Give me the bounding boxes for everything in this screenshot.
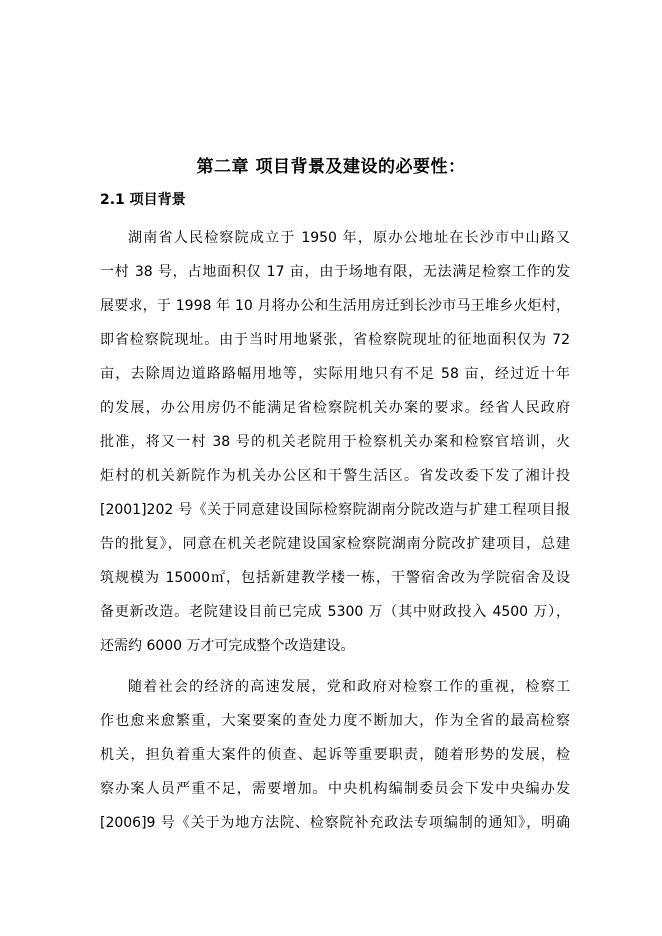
paragraph-line: 察办案人员严重不足，需要增加。中央机构编制委员会下发中央编办发 (100, 781, 570, 797)
paragraph-line: 亩，去除周边道路路幅用地等，实际用地只有不足 58 亩，经过近十年 (100, 366, 570, 382)
paragraph-line: 即省检察院现址。由于当时用地紧张，省检察院现址的征地面积仅为 72 (100, 332, 570, 348)
paragraph-line: 作也愈来愈繁重，大案要案的查处力度不断加大，作为全省的最高检察 (100, 713, 570, 729)
paragraph-line: 批准，将又一村 38 号的机关老院用于检察机关办案和检察官培训，火 (100, 434, 570, 450)
paragraph-line: 的发展，办公用房仍不能满足省检察院机关办案的要求。经省人民政府 (100, 400, 570, 416)
paragraph-line: 还需约 6000 万才可完成整个改造建设。 (100, 638, 355, 654)
paragraph-line: 随着社会的经济的高速发展，党和政府对检察工作的重视，检察工 (128, 679, 570, 695)
paragraph-line: 湖南省人民检察院成立于 1950 年，原办公地址在长沙市中山路又 (128, 230, 570, 246)
paragraph-line: [2001]202 号《关于同意建设国际检察院湖南分院改造与扩建工程项目报 (100, 502, 570, 518)
paragraph-line: 告的批复》，同意在机关老院建设国家检察院湖南分院改扩建项目，总建 (100, 536, 570, 552)
paragraph-line: 机关，担负着重大案件的侦查、起诉等重要职责，随着形势的发展，检 (100, 747, 570, 763)
paragraph-line: 筑规模为 15000㎡，包括新建教学楼一栋，干警宿舍改为学院宿舍及设 (100, 570, 570, 586)
paragraph-line: 展要求，于 1998 年 10 月将办公和生活用房迁到长沙市马王堆乡火炬村， (100, 298, 570, 314)
section-heading: 2.1 项目背景 (100, 192, 186, 208)
paragraph-line: 备更新改造。老院建设目前已完成 5300 万（其中财政投入 4500 万）， (100, 604, 570, 620)
paragraph-line: 一村 38 号，占地面积仅 17 亩，由于场地有限，无法满足检察工作的发 (100, 264, 570, 280)
chapter-title: 第二章 项目背景及建设的必要性： (196, 157, 466, 177)
paragraph-line: 炬村的机关新院作为机关办公区和干警生活区。省发改委下发了湘计投 (100, 468, 570, 484)
paragraph-line: [2006]9 号《关于为地方法院、检察院补充政法专项编制的通知》，明确 (100, 815, 570, 831)
